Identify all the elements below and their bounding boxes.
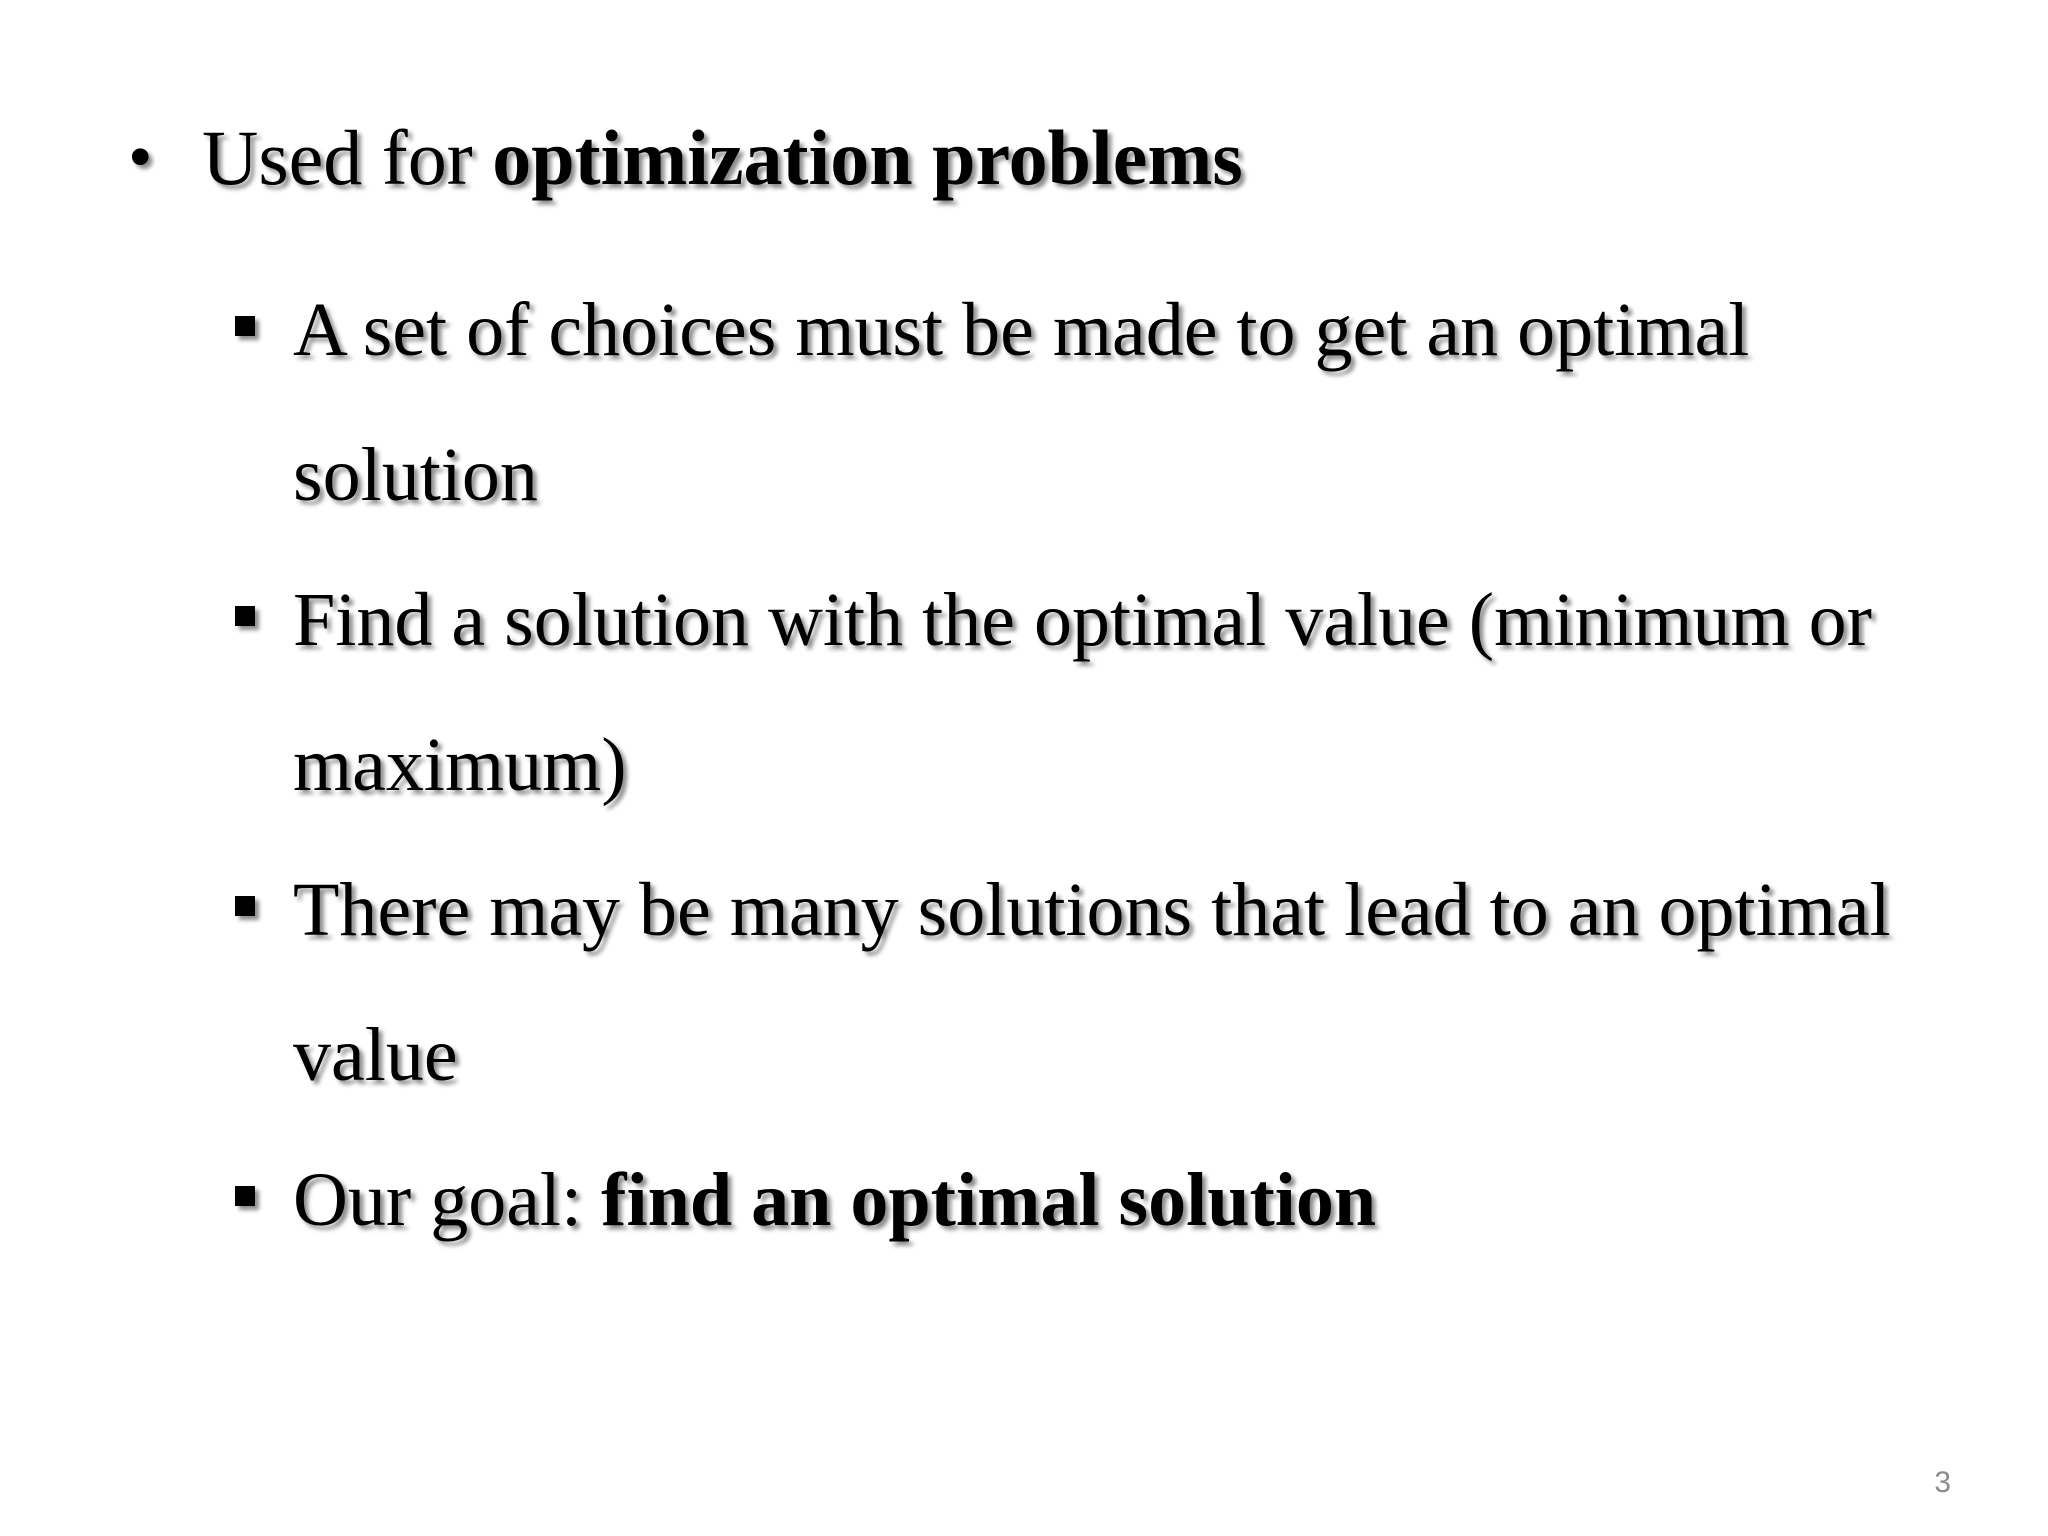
bullet-dot-icon: •: [128, 119, 153, 196]
sub-bullet-item: [235, 838, 1915, 1128]
page-number: 3: [1934, 1466, 1951, 1499]
main-bullet-bold: optimization problems: [492, 114, 1243, 201]
square-bullet-icon: [235, 606, 255, 626]
sub-bullet-prefix: Our goal:: [293, 1158, 602, 1242]
square-bullet-icon: [235, 896, 255, 916]
square-bullet-icon: [235, 316, 255, 336]
main-bullet-prefix: Used for: [202, 114, 493, 201]
sub-bullet-text: A set of choices must be made to get an optimal solution: [293, 288, 1750, 517]
sub-bullet-item: [235, 258, 1915, 548]
sub-bullet-list: [235, 258, 1915, 1273]
sub-bullet-item: [235, 548, 1915, 838]
sub-bullet-text: Find a solution with the optimal value (minimum or maximum): [293, 578, 1872, 807]
sub-bullet-item: [235, 1128, 1915, 1273]
sub-bullet-text: There may be many solutions that lead to an optimal value: [293, 868, 1891, 1097]
main-bullet-text: [202, 110, 1243, 205]
sub-bullet-bold: find an optimal solution: [601, 1158, 1377, 1242]
square-bullet-icon: [235, 1186, 255, 1206]
